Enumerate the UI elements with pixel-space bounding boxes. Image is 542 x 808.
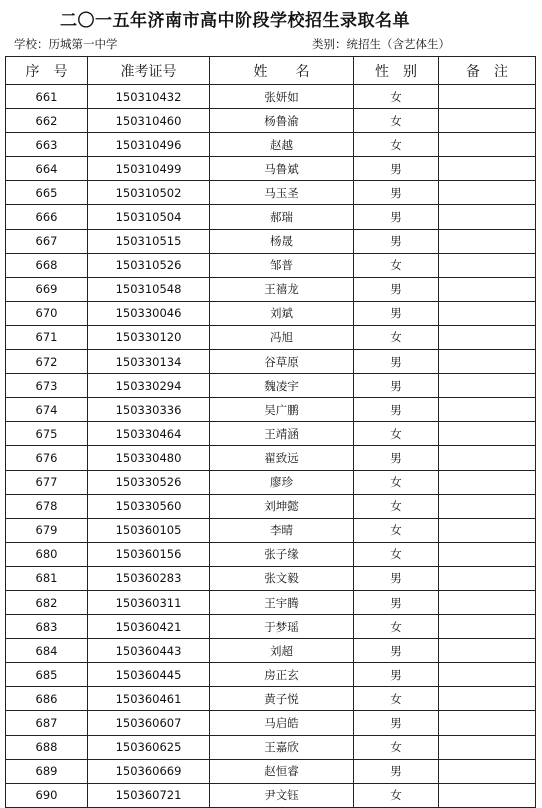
cell-name: 王靖涵 bbox=[210, 422, 354, 446]
cell-gender: 女 bbox=[354, 422, 439, 446]
cell-gender: 男 bbox=[354, 277, 439, 301]
cell-seq: 677 bbox=[6, 470, 88, 494]
cell-note bbox=[439, 590, 536, 614]
cell-gender: 女 bbox=[354, 615, 439, 639]
cell-seq: 661 bbox=[6, 85, 88, 109]
cell-note bbox=[439, 109, 536, 133]
cell-note bbox=[439, 157, 536, 181]
cell-gender: 女 bbox=[354, 783, 439, 807]
table-row bbox=[6, 542, 536, 566]
cell-exam-id: 150330336 bbox=[88, 398, 210, 422]
cell-name: 李晴 bbox=[210, 518, 354, 542]
cell-note bbox=[439, 253, 536, 277]
cell-exam-id: 150330464 bbox=[88, 422, 210, 446]
cell-exam-id: 150360283 bbox=[88, 566, 210, 590]
cell-seq: 683 bbox=[6, 615, 88, 639]
cell-note bbox=[439, 181, 536, 205]
table-row bbox=[6, 422, 536, 446]
table-body bbox=[6, 85, 536, 808]
table-row bbox=[6, 229, 536, 253]
cell-seq: 689 bbox=[6, 759, 88, 783]
table-row bbox=[6, 446, 536, 470]
cell-seq: 684 bbox=[6, 639, 88, 663]
cell-note bbox=[439, 374, 536, 398]
table-row bbox=[6, 783, 536, 807]
cell-name: 于梦瑶 bbox=[210, 615, 354, 639]
cell-gender: 女 bbox=[354, 253, 439, 277]
table-row bbox=[6, 590, 536, 614]
table-row bbox=[6, 109, 536, 133]
cell-note bbox=[439, 759, 536, 783]
table-row bbox=[6, 518, 536, 542]
cell-exam-id: 150330560 bbox=[88, 494, 210, 518]
cell-note bbox=[439, 325, 536, 349]
cell-seq: 680 bbox=[6, 542, 88, 566]
cell-name: 张妍如 bbox=[210, 85, 354, 109]
cell-seq: 685 bbox=[6, 663, 88, 687]
cell-gender: 男 bbox=[354, 229, 439, 253]
header-notes: 备 注 bbox=[439, 57, 536, 85]
cell-seq: 662 bbox=[6, 109, 88, 133]
table-row bbox=[6, 398, 536, 422]
cell-note bbox=[439, 615, 536, 639]
cell-exam-id: 150310504 bbox=[88, 205, 210, 229]
cell-exam-id: 150310502 bbox=[88, 181, 210, 205]
cell-exam-id: 150310496 bbox=[88, 133, 210, 157]
cell-name: 王宇腾 bbox=[210, 590, 354, 614]
cell-exam-id: 150310515 bbox=[88, 229, 210, 253]
cell-name: 黄子悦 bbox=[210, 687, 354, 711]
cell-seq: 666 bbox=[6, 205, 88, 229]
cell-exam-id: 150310499 bbox=[88, 157, 210, 181]
cell-exam-id: 150310548 bbox=[88, 277, 210, 301]
cell-note bbox=[439, 663, 536, 687]
table-row bbox=[6, 157, 536, 181]
cell-exam-id: 150360156 bbox=[88, 542, 210, 566]
table-row bbox=[6, 205, 536, 229]
cell-name: 张文毅 bbox=[210, 566, 354, 590]
cell-name: 赵恒睿 bbox=[210, 759, 354, 783]
cell-name: 刘坤懿 bbox=[210, 494, 354, 518]
cell-gender: 男 bbox=[354, 350, 439, 374]
table-row bbox=[6, 759, 536, 783]
cell-exam-id: 150360607 bbox=[88, 711, 210, 735]
cell-gender: 男 bbox=[354, 759, 439, 783]
cell-name: 王禧龙 bbox=[210, 277, 354, 301]
cell-gender: 男 bbox=[354, 181, 439, 205]
cell-seq: 687 bbox=[6, 711, 88, 735]
cell-name: 邹普 bbox=[210, 253, 354, 277]
table-row bbox=[6, 325, 536, 349]
cell-seq: 678 bbox=[6, 494, 88, 518]
table-row bbox=[6, 639, 536, 663]
cell-seq: 674 bbox=[6, 398, 88, 422]
cell-gender: 女 bbox=[354, 325, 439, 349]
table-header-row bbox=[6, 57, 536, 85]
table-row bbox=[6, 133, 536, 157]
cell-exam-id: 150360721 bbox=[88, 783, 210, 807]
cell-name: 张子缘 bbox=[210, 542, 354, 566]
cell-exam-id: 150310432 bbox=[88, 85, 210, 109]
cell-seq: 663 bbox=[6, 133, 88, 157]
cell-seq: 679 bbox=[6, 518, 88, 542]
cell-note bbox=[439, 735, 536, 759]
table-row bbox=[6, 735, 536, 759]
cell-note bbox=[439, 470, 536, 494]
cell-note bbox=[439, 494, 536, 518]
cell-name: 马鲁斌 bbox=[210, 157, 354, 181]
cell-gender: 女 bbox=[354, 85, 439, 109]
cell-gender: 男 bbox=[354, 566, 439, 590]
cell-name: 翟致远 bbox=[210, 446, 354, 470]
cell-exam-id: 150360461 bbox=[88, 687, 210, 711]
cell-name: 吴广鹏 bbox=[210, 398, 354, 422]
cell-exam-id: 150330120 bbox=[88, 325, 210, 349]
cell-name: 魏凌宇 bbox=[210, 374, 354, 398]
cell-note bbox=[439, 711, 536, 735]
cell-note bbox=[439, 446, 536, 470]
cell-seq: 670 bbox=[6, 301, 88, 325]
cell-seq: 675 bbox=[6, 422, 88, 446]
cell-note bbox=[439, 518, 536, 542]
cell-exam-id: 150330294 bbox=[88, 374, 210, 398]
cell-note bbox=[439, 229, 536, 253]
table-row bbox=[6, 85, 536, 109]
cell-exam-id: 150330046 bbox=[88, 301, 210, 325]
cell-name: 刘斌 bbox=[210, 301, 354, 325]
cell-gender: 男 bbox=[354, 446, 439, 470]
table-row bbox=[6, 181, 536, 205]
cell-gender: 男 bbox=[354, 398, 439, 422]
cell-seq: 681 bbox=[6, 566, 88, 590]
cell-exam-id: 150360443 bbox=[88, 639, 210, 663]
cell-name: 谷草原 bbox=[210, 350, 354, 374]
school-label: 学校：历城第一中学 bbox=[14, 37, 118, 51]
cell-gender: 男 bbox=[354, 590, 439, 614]
cell-seq: 676 bbox=[6, 446, 88, 470]
cell-name: 冯旭 bbox=[210, 325, 354, 349]
cell-seq: 665 bbox=[6, 181, 88, 205]
category-label: 类别：统招生（含艺体生） bbox=[312, 37, 450, 51]
cell-seq: 673 bbox=[6, 374, 88, 398]
cell-name: 廖珍 bbox=[210, 470, 354, 494]
table-row bbox=[6, 663, 536, 687]
table-row bbox=[6, 374, 536, 398]
cell-note bbox=[439, 542, 536, 566]
cell-name: 王嘉欣 bbox=[210, 735, 354, 759]
cell-seq: 668 bbox=[6, 253, 88, 277]
cell-note bbox=[439, 350, 536, 374]
cell-seq: 667 bbox=[6, 229, 88, 253]
cell-seq: 688 bbox=[6, 735, 88, 759]
cell-seq: 669 bbox=[6, 277, 88, 301]
cell-gender: 男 bbox=[354, 663, 439, 687]
cell-note bbox=[439, 85, 536, 109]
cell-exam-id: 150310460 bbox=[88, 109, 210, 133]
cell-exam-id: 150330134 bbox=[88, 350, 210, 374]
cell-note bbox=[439, 398, 536, 422]
cell-exam-id: 150330480 bbox=[88, 446, 210, 470]
cell-gender: 女 bbox=[354, 494, 439, 518]
table-row bbox=[6, 566, 536, 590]
cell-name: 杨晟 bbox=[210, 229, 354, 253]
cell-exam-id: 150310526 bbox=[88, 253, 210, 277]
cell-gender: 男 bbox=[354, 205, 439, 229]
document-title: 二〇一五年济南市高中阶段学校招生录取名单 bbox=[60, 11, 410, 31]
cell-exam-id: 150360421 bbox=[88, 615, 210, 639]
cell-note bbox=[439, 422, 536, 446]
cell-name: 刘超 bbox=[210, 639, 354, 663]
cell-exam-id: 150360625 bbox=[88, 735, 210, 759]
cell-exam-id: 150360445 bbox=[88, 663, 210, 687]
cell-gender: 女 bbox=[354, 518, 439, 542]
table-row bbox=[6, 711, 536, 735]
header-seq: 序 号 bbox=[6, 57, 88, 85]
cell-note bbox=[439, 687, 536, 711]
table-row bbox=[6, 470, 536, 494]
cell-gender: 男 bbox=[354, 157, 439, 181]
cell-exam-id: 150360669 bbox=[88, 759, 210, 783]
cell-gender: 男 bbox=[354, 711, 439, 735]
header-gender: 性 别 bbox=[354, 57, 439, 85]
cell-name: 马玉圣 bbox=[210, 181, 354, 205]
table-row bbox=[6, 253, 536, 277]
cell-gender: 男 bbox=[354, 374, 439, 398]
cell-name: 赵越 bbox=[210, 133, 354, 157]
header-name: 姓 名 bbox=[210, 57, 354, 85]
cell-note bbox=[439, 205, 536, 229]
cell-exam-id: 150330526 bbox=[88, 470, 210, 494]
cell-gender: 女 bbox=[354, 687, 439, 711]
cell-note bbox=[439, 277, 536, 301]
cell-seq: 664 bbox=[6, 157, 88, 181]
cell-gender: 女 bbox=[354, 470, 439, 494]
cell-gender: 女 bbox=[354, 735, 439, 759]
cell-note bbox=[439, 566, 536, 590]
table-row bbox=[6, 615, 536, 639]
cell-name: 房正玄 bbox=[210, 663, 354, 687]
cell-gender: 男 bbox=[354, 639, 439, 663]
table-row bbox=[6, 687, 536, 711]
cell-seq: 682 bbox=[6, 590, 88, 614]
admission-table bbox=[5, 56, 536, 808]
table-row bbox=[6, 301, 536, 325]
cell-note bbox=[439, 639, 536, 663]
cell-gender: 女 bbox=[354, 133, 439, 157]
table-row bbox=[6, 494, 536, 518]
cell-note bbox=[439, 133, 536, 157]
table-row bbox=[6, 350, 536, 374]
header-exam-id: 准考证号 bbox=[88, 57, 210, 85]
cell-gender: 女 bbox=[354, 542, 439, 566]
cell-name: 尹文钰 bbox=[210, 783, 354, 807]
cell-name: 杨鲁渝 bbox=[210, 109, 354, 133]
table-row bbox=[6, 277, 536, 301]
cell-note bbox=[439, 783, 536, 807]
cell-exam-id: 150360105 bbox=[88, 518, 210, 542]
cell-seq: 671 bbox=[6, 325, 88, 349]
cell-name: 郝瑞 bbox=[210, 205, 354, 229]
cell-name: 马启皓 bbox=[210, 711, 354, 735]
cell-gender: 女 bbox=[354, 109, 439, 133]
cell-seq: 690 bbox=[6, 783, 88, 807]
cell-exam-id: 150360311 bbox=[88, 590, 210, 614]
cell-seq: 672 bbox=[6, 350, 88, 374]
cell-seq: 686 bbox=[6, 687, 88, 711]
cell-note bbox=[439, 301, 536, 325]
cell-gender: 男 bbox=[354, 301, 439, 325]
